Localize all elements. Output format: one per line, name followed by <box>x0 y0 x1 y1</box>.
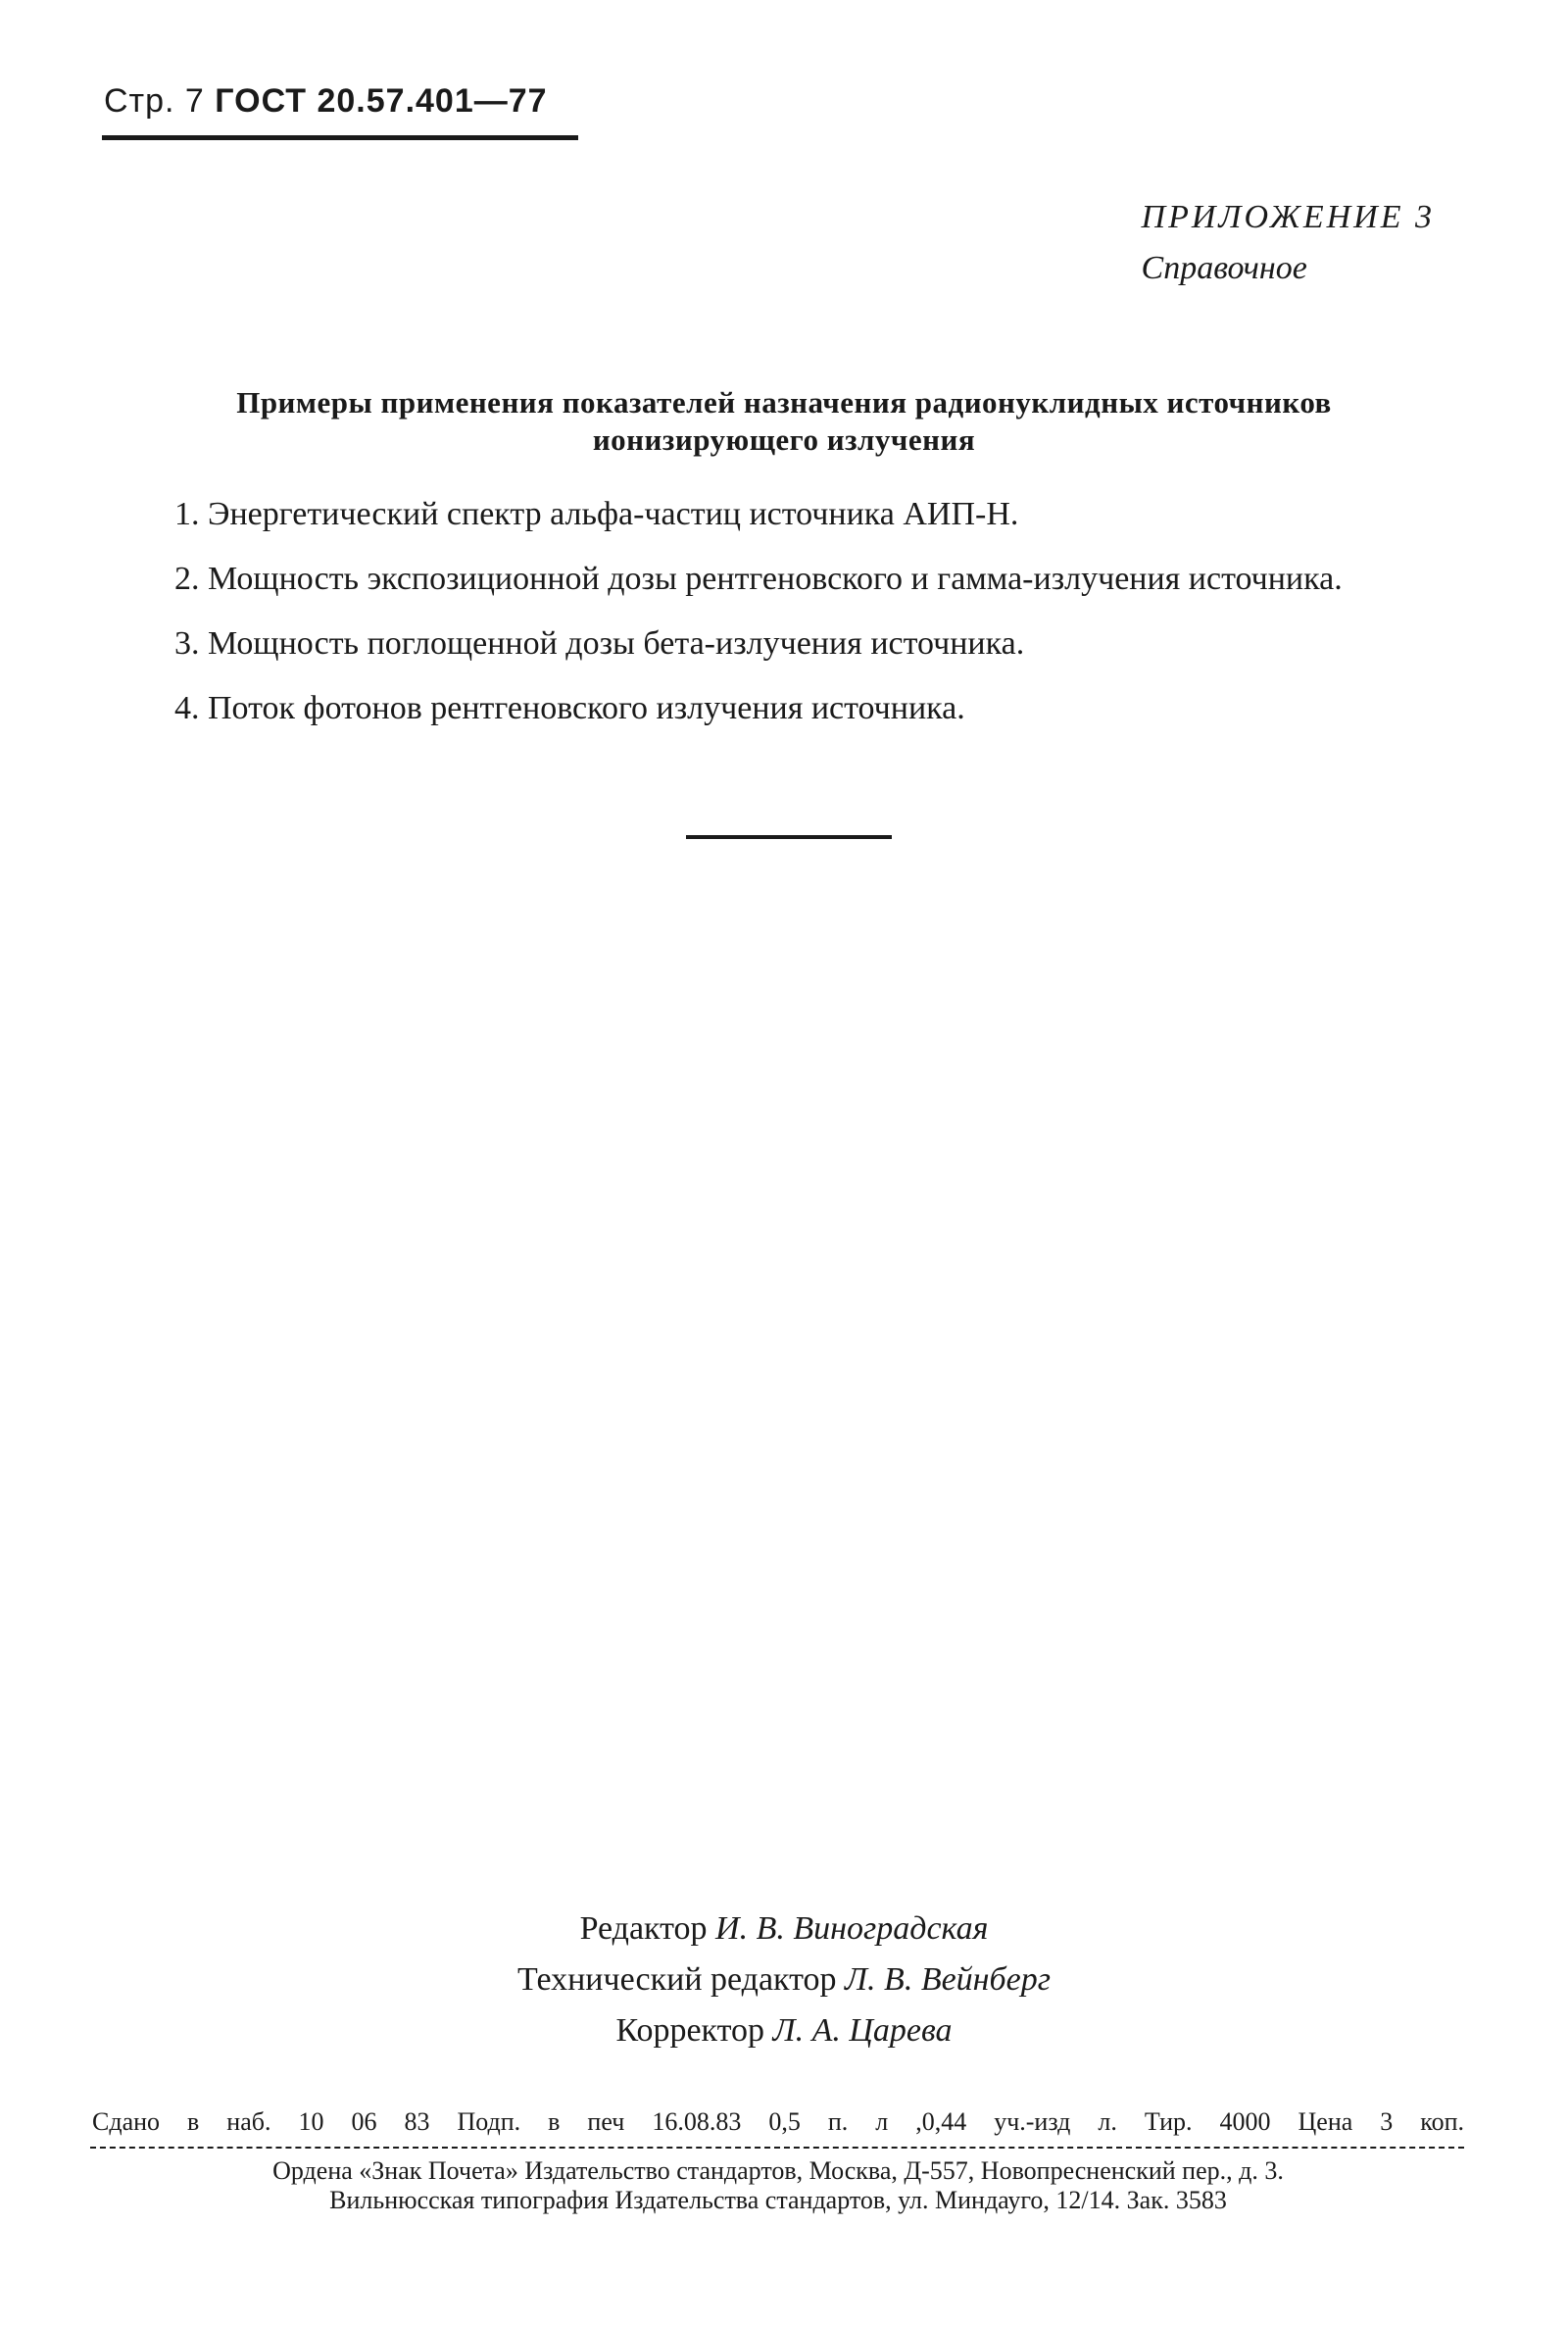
section-divider <box>686 835 892 839</box>
editor-role: Редактор <box>579 1910 708 1947</box>
appendix-label <box>1142 192 1435 294</box>
header-rule <box>102 135 578 140</box>
tech-editor-role: Технический редактор <box>516 1961 837 1998</box>
imprint-rule <box>90 2147 1464 2149</box>
list-item: 3. Мощность поглощенной дозы бета-излучения источника. <box>174 625 1025 662</box>
document-title-line-2: ионизирующего излучения <box>592 422 976 457</box>
page-header <box>104 82 548 121</box>
tech-editor-line <box>0 1954 1568 2005</box>
publisher-line-1: Ордена «Знак Почета» Издательство стандартов, Москва, Д-557, Новопресненский пер., д. 3. <box>272 2156 1284 2185</box>
list-item: 1. Энергетический спектр альфа-частиц источника АИП-Н. <box>174 496 1019 532</box>
list-item: 4. Поток фотонов рентгеновского излучения источника. <box>174 690 965 726</box>
publisher-info <box>90 2156 1466 2215</box>
appendix-subtitle: Справочное <box>1141 250 1307 286</box>
editor-line <box>0 1904 1568 1954</box>
corrector-name: Л. А. Царева <box>772 2012 953 2049</box>
appendix-title: ПРИЛОЖЕНИЕ 3 <box>1141 199 1435 235</box>
corrector-role: Корректор <box>615 2012 765 2049</box>
publisher-line-2: Вильнюсская типография Издательства стандартов, ул. Миндауго, 12/14. Зак. 3583 <box>329 2186 1227 2214</box>
page-number-label: Стр. 7 <box>104 82 205 120</box>
example-list <box>84 493 1468 752</box>
standard-number: ГОСТ 20.57.401—77 <box>215 82 548 120</box>
editor-name: И. В. Виноградская <box>715 1910 989 1947</box>
credits-block <box>0 1904 1568 2056</box>
print-imprint: Сдано в наб. 10 06 83 Подп. в печ 16.08.83 0,5 п. л ,0,44 уч.-изд л. Тир. 4000 Цена 3 коп. <box>92 2107 1464 2136</box>
list-item: 2. Мощность экспозиционной дозы рентгеновского и гамма-излучения источника. <box>174 561 1343 597</box>
document-title <box>118 384 1450 459</box>
tech-editor-name: Л. В. Вейнберг <box>845 1961 1052 1998</box>
document-title-line-1: Примеры применения показателей назначения радионуклидных источников <box>236 385 1332 420</box>
corrector-line <box>0 2005 1568 2056</box>
